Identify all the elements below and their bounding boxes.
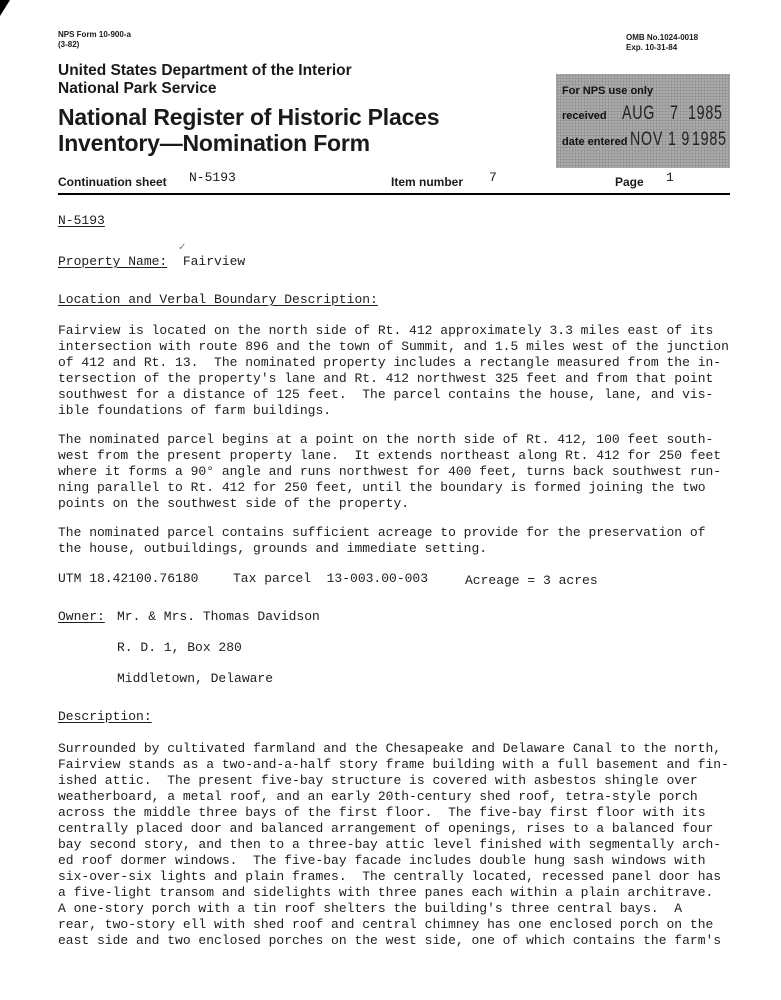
- paragraph-line: a five-light transom and sidelights with three panes each within a plain architrave.: [58, 885, 714, 900]
- form-id: [58, 30, 131, 50]
- paragraph-line: A one-story porch with a tin roof shelters the building's three central bays. A: [58, 901, 683, 916]
- entered-month-stamp: NOV: [630, 129, 664, 150]
- paragraph-line: across the middle three bays of the first floor. The five-bay first floor with its: [58, 805, 706, 820]
- entered-day-stamp: 1 9: [668, 129, 691, 150]
- received-year-stamp: 1985: [688, 103, 723, 124]
- reference-number: N-5193: [58, 213, 105, 228]
- paragraph-line: Fairview is located on the north side of Rt. 412 approximately 3.3 miles east of its: [58, 323, 714, 338]
- paragraph-line: bay second story, and then to a three-bay attic level finished with segmentally arch-: [58, 837, 722, 852]
- item-number-label: Item number: [391, 175, 464, 189]
- paragraph-line: ible foundations of farm buildings.: [58, 403, 332, 418]
- page-number-value: 1: [666, 170, 674, 185]
- item-number-value: 7: [489, 170, 497, 185]
- location-heading: Location and Verbal Boundary Description:: [58, 292, 378, 307]
- paragraph-line: weatherboard, a metal roof, and an early 20th-century shed roof, tetra-style porch: [58, 789, 698, 804]
- form-revision: (3-82): [58, 40, 80, 49]
- paragraph-line: rear, two-story ell with shed roof and central chimney has one enclosed porch on the: [58, 917, 714, 932]
- paragraph-line: the house, outbuildings, grounds and immediate setting.: [58, 541, 488, 556]
- received-month-stamp: AUG: [622, 103, 656, 124]
- owner-address-line2: Middletown, Delaware: [117, 671, 274, 686]
- check-mark-icon: ✓: [178, 242, 187, 253]
- property-name-value: Fairview: [182, 254, 246, 269]
- paragraph-line: of 412 and Rt. 13. The nominated property includes a rectangle measured from the in-: [58, 355, 722, 370]
- page-corner-mark: [0, 0, 10, 16]
- received-label: received: [562, 110, 607, 122]
- department-name: United States Department of the Interior: [58, 62, 352, 79]
- paragraph-line: ning parallel to Rt. 412 for 250 feet, until the boundary is formed joining the two: [58, 480, 706, 495]
- form-title: [58, 104, 439, 156]
- form-title-line2: Inventory—Nomination Form: [58, 130, 370, 156]
- paragraph-line: centrally placed door and balanced arrangement of openings, rises to a balanced four: [58, 821, 714, 836]
- header-rule: [58, 193, 730, 195]
- paragraph-line: east side and two enclosed porches on the west side, one of which contains the farm's: [58, 933, 722, 948]
- page-label: Page: [615, 175, 644, 189]
- nps-box-heading: For NPS use only: [562, 85, 654, 97]
- form-title-line1: National Register of Historic Places: [58, 104, 440, 130]
- paragraph-line: tersection of the property's lane and Rt. 412 northwest 325 feet and from that point: [58, 371, 714, 386]
- acreage: Acreage = 3 acres: [465, 573, 598, 588]
- continuation-sheet-value: N-5193: [189, 170, 236, 185]
- form-number: NPS Form 10-900-a: [58, 30, 131, 39]
- utm-reference: UTM 18.42100.76180: [58, 571, 199, 586]
- paragraph-line: The nominated parcel begins at a point on the north side of Rt. 412, 100 feet south-: [58, 432, 714, 447]
- paragraph-line: The nominated parcel contains sufficient acreage to provide for the preservation of: [58, 525, 706, 540]
- paragraph-line: points on the southwest side of the property.: [58, 496, 410, 511]
- description-heading: Description:: [58, 709, 152, 724]
- paragraph-line: six-over-six lights and plain frames. The centrally located, recessed panel door has: [58, 869, 722, 884]
- property-name-label: Property Name:: [58, 254, 168, 269]
- continuation-row: [58, 170, 730, 194]
- paragraph-line: ed roof dormer windows. The five-bay facade includes double hung sash windows with: [58, 853, 706, 868]
- date-entered-label: date entered: [562, 136, 628, 148]
- paragraph-line: southwest for a distance of 125 feet. The parcel contains the house, lane, and vis-: [58, 387, 714, 402]
- service-name: National Park Service: [58, 80, 217, 97]
- paragraph-line: west from the present property lane. It extends northeast along Rt. 412 for 250 feet: [58, 448, 722, 463]
- omb-number: OMB No.1024-0018: [626, 33, 699, 42]
- tax-parcel: Tax parcel 13-003.00-003: [233, 571, 429, 586]
- omb-info: [626, 33, 698, 53]
- expiration-date: Exp. 10-31-84: [626, 43, 678, 52]
- paragraph-line: Fairview stands as a two-and-a-half story frame building with a full basement and fin-: [58, 757, 729, 772]
- owner-address-line1: R. D. 1, Box 280: [117, 640, 242, 655]
- entered-year-stamp: 1985: [692, 129, 727, 150]
- received-day-stamp: 7: [670, 103, 679, 124]
- paragraph-line: where it forms a 90° angle and runs northwest for 400 feet, turns back southwest run-: [58, 464, 722, 479]
- owner-label: Owner:: [58, 609, 105, 624]
- nps-use-only-box: [556, 74, 730, 168]
- owner-name: Mr. & Mrs. Thomas Davidson: [117, 609, 320, 624]
- continuation-sheet-label: Continuation sheet: [58, 175, 167, 189]
- paragraph-line: ished attic. The present five-bay structure is covered with asbestos shingle over: [58, 773, 698, 788]
- agency-heading: [58, 62, 352, 98]
- paragraph-line: intersection with route 896 and the town of Summit, and 1.5 miles west of the junction: [58, 339, 729, 354]
- paragraph-line: Surrounded by cultivated farmland and the Chesapeake and Delaware Canal to the north,: [58, 741, 722, 756]
- property-name-line: [58, 254, 245, 270]
